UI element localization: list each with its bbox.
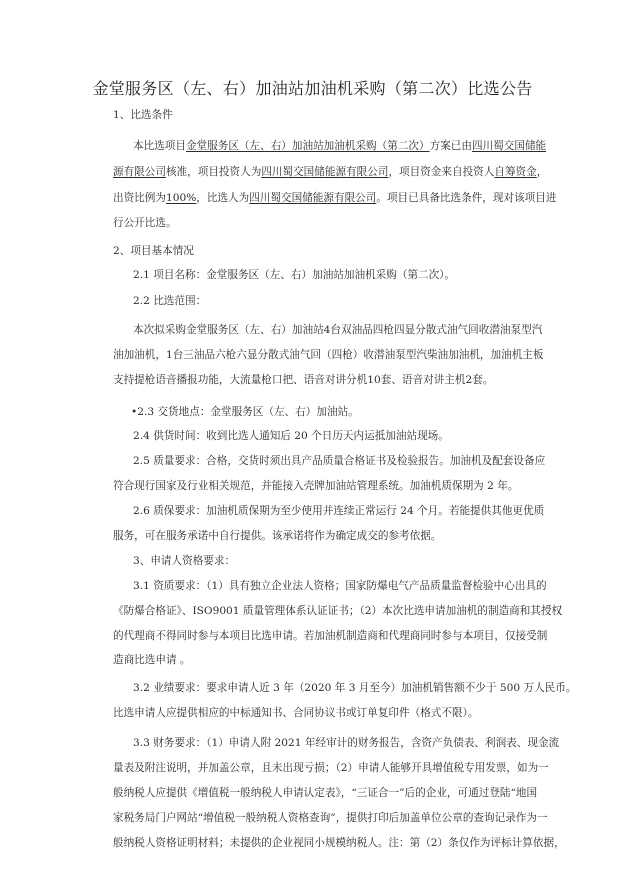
selector-name-underlined: 四川蜀交国储能源有限公司	[249, 192, 377, 204]
paragraph-line	[113, 160, 547, 184]
item-2-4: 2.4 供货时间：收到比选人通知后 20 个日历天内运抵加油站现场。	[133, 430, 449, 442]
text-span: 核准，项目投资人为	[165, 166, 262, 178]
section-1-heading: 1、比选条件	[113, 109, 173, 121]
text-span: 方案已由	[429, 140, 472, 152]
text-span: ，项目资金来自投资人	[388, 166, 495, 178]
item-3-3-line: 3.3 财务要求：（1）申请人附 2021 年经审计的财务报告，含资产负债表、利润表、现金流	[133, 737, 560, 749]
item-3-3-line: 家税务局门户网站“增值税一般纳税人资格查询”，提供打印后加盖单位公章的查询记录作为一	[113, 812, 548, 824]
item-3-3-line: 般纳税人资格证明材料；未提供的企业视同小规模纳税人。注：第（2）条仅作为评标计算依据，	[113, 837, 565, 849]
paragraph-line	[133, 134, 546, 158]
text-span: 。项目已具备比选条件，现对该项目进	[376, 192, 557, 204]
item-3-1-line: 的代理商不得同时参与本项目比选申请。若加油机制造商和代理商同时参与本项目，仅接受制	[113, 630, 548, 642]
text-span: ，	[536, 166, 548, 178]
text-span: ，比选人为	[196, 192, 250, 204]
item-2-6-line: 服务，可在服务承诺中自行提供。该承诺将作为确定成交的参考依据。	[113, 530, 442, 542]
paragraph-line	[113, 186, 556, 210]
item-3-2-line: 3.2 业绩要求：要求申请人近 3 年（2020 年 3 月至今）加油机销售额不少于 500 万人民币。	[133, 682, 577, 694]
item-2-5-line: 2.5 质量要求：合格，交货时须出具产品质量合格证书及检验报告。加油机及配套设备应	[133, 455, 546, 467]
item-3-1-line: 3.1 资质要求：（1）具有独立企业法人资格；国家防爆电气产品质量监督检验中心出具的	[133, 580, 547, 592]
project-name-underlined: 金堂服务区（左、右）加油站加油机采购（第二次）	[185, 140, 430, 152]
company-name-underlined: 源有限公司	[113, 166, 166, 178]
item-3-3-line: 般纳税人应提供《增值税一般纳税人申请认定表》，“三证合一”后的企业，可通过登陆“地国	[113, 787, 538, 799]
item-2-1: 2.1 项目名称：金堂服务区（左、右）加油站加油机采购（第二次）。	[133, 269, 456, 281]
text-span: 本比选项目	[133, 140, 186, 152]
text-span: 出资比例为	[113, 192, 166, 204]
paragraph-line: 行公开比选。	[113, 217, 177, 229]
investor-name-underlined: 四川蜀交国储能源有限公司	[261, 166, 389, 178]
item-2-5-line: 符合现行国家及行业相关规范，并能接入壳牌加油站管理系统。加油机质保期为 2 年。	[113, 480, 519, 492]
item-2-2: 2.2 比选范围：	[133, 295, 207, 307]
document-title: 金堂服务区（左、右）加油站加油机采购（第二次）比选公告	[92, 79, 533, 98]
funding-source-underlined: 自筹资金	[494, 166, 537, 178]
item-3-1-line: 造商比选申请 。	[113, 654, 191, 666]
item-2-3: •2.3 交货地点：金堂服务区（左、右）加油站。	[131, 406, 359, 418]
section-2-heading: 2、项目基本情况	[113, 245, 194, 257]
item-3-1-line: 《防爆合格证》、ISO9001 质量管理体系认证证书；（2）本次比选申请加油机的制造商和其授权	[113, 605, 563, 617]
ratio-underlined: 100%	[165, 192, 197, 204]
scope-line: 支持提枪语音播报功能，大流量枪口把、语音对讲分机10套、语音对讲主机2套。	[113, 374, 494, 386]
scope-line: 本次拟采购金堂服务区（左、右）加油站4台双油品四枪四显分散式油气回收潜油泵型汽	[133, 324, 543, 336]
item-3-2-line: 比选申请人应提供相应的中标通知书、合同协议书或订单复印件（格式不限）。	[113, 707, 479, 719]
scope-line: 油加油机，1台三油品六枪六显分散式油气回（四枪）收潜油泵型汽柴油加油机，加油机主板	[113, 349, 544, 361]
item-3-3-line: 量表及附注说明，并加盖公章，且未出现亏损；（2）申请人能够开具增值税专用发票，如为一	[113, 762, 549, 774]
section-3-heading: 3、申请人资格要求：	[133, 555, 236, 567]
company-name-underlined: 四川蜀交国储能	[472, 140, 547, 152]
item-2-6-line: 2.6 质保要求：加油机质保期为至少使用并连续正常运行 24 个月。若能提供其他更优质	[133, 505, 545, 517]
